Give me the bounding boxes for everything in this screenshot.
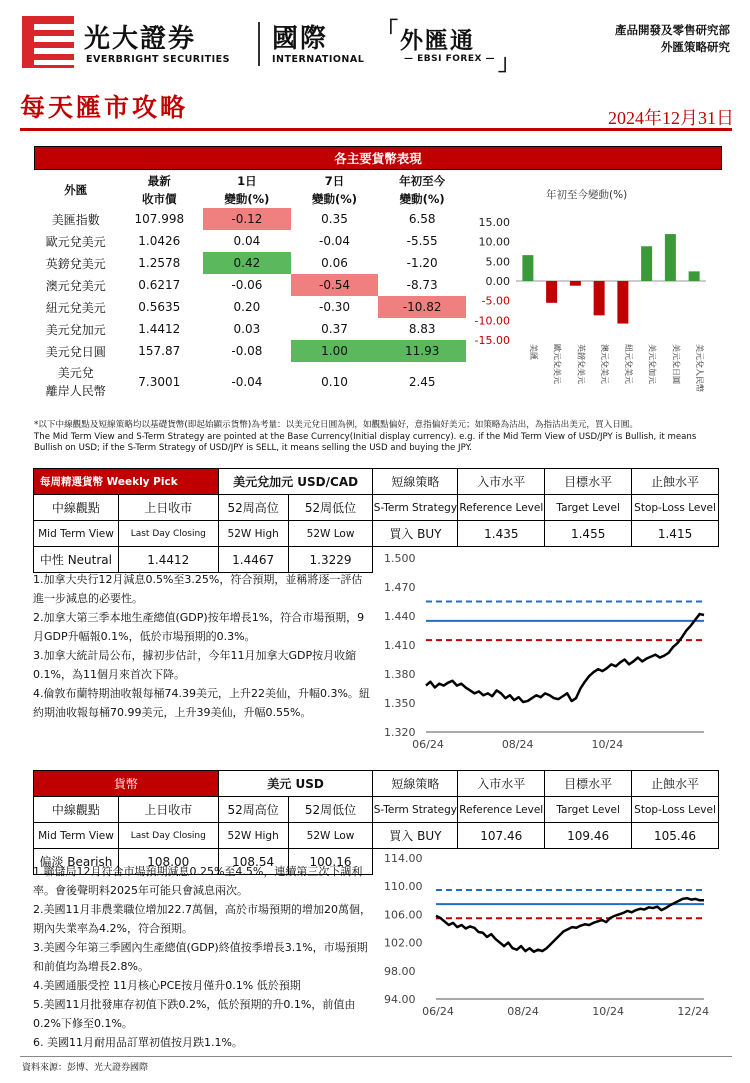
table-row [36, 208, 466, 230]
entry-level: 107.46 [458, 823, 545, 849]
brand-name-en: EVERBRIGHT SECURITIES [86, 54, 230, 65]
intl-cn: 國際 [272, 24, 329, 54]
x-tick-label: 紐元兌美元 [623, 344, 633, 384]
logo-mark [22, 16, 74, 68]
change-ytd: 8.83 [408, 322, 436, 336]
entry-header: 入市水平 [458, 771, 545, 797]
entry-en: Reference Level [458, 797, 545, 823]
target-en: Target Level [545, 797, 632, 823]
price-series-line [426, 614, 704, 702]
change-1d: 0.03 [233, 322, 261, 336]
y-tick-label: -5.00 [481, 294, 510, 308]
x-tick-label: 澳元兌美元 [600, 344, 610, 384]
change-7d: 0.10 [321, 375, 348, 389]
change-1d: 0.42 [203, 252, 291, 274]
change-ytd: 11.93 [378, 340, 466, 362]
change-1d: -0.08 [231, 344, 263, 358]
stop-header: 止蝕水平 [632, 771, 719, 797]
close-value: 0.6217 [138, 278, 181, 292]
last-close: 1.4412 [118, 547, 218, 573]
mid-term-view: 中性 Neutral [34, 547, 119, 573]
week52-low: 1.3229 [288, 547, 373, 573]
x-tick-label: 06/24 [412, 738, 444, 751]
dept-title [615, 22, 730, 56]
footnote-line-2: The Mid Term View and S-Term Strategy are pointed at the Base Currency(Initial display currency). e.g. if the Mid Term View of USD/JPY is Bullish, it means [34, 431, 697, 442]
table-row [36, 362, 466, 402]
col-header-7d-a: 7日 [324, 174, 345, 188]
change-ytd: -5.55 [406, 234, 438, 248]
stop-en: Stop-Loss Level [632, 797, 719, 823]
y-tick-label: 94.00 [384, 993, 416, 1006]
y-tick-label: 106.00 [384, 908, 423, 922]
view-header: 中線觀點 [34, 495, 119, 521]
pair-name: 美元兌日圓 [45, 344, 106, 359]
close-value: 1.2578 [138, 256, 181, 270]
change-ytd: -1.20 [406, 256, 438, 270]
x-tick-label: 08/24 [507, 1005, 539, 1018]
y-tick-label: 98.00 [384, 964, 416, 978]
mid-term-view: 偏淡 Bearish [34, 849, 119, 875]
x-tick-label: 歐元兌美元 [552, 344, 562, 384]
entry-en: Reference Level [458, 495, 545, 521]
change-1d: -0.04 [231, 375, 263, 389]
col-header-pair: 外匯 [64, 183, 88, 197]
low-en: 52W Low [288, 521, 373, 547]
close-value: 107.998 [134, 212, 185, 226]
bar [570, 281, 581, 286]
bar [665, 234, 676, 281]
change-ytd: -10.82 [378, 296, 466, 318]
note-item: 3.美國今年第三季國內生產總值(GDP)終值按季增長3.1%，市場預期和前值均為增長2.8%。 [33, 941, 368, 973]
x-tick-label: 08/24 [501, 738, 534, 751]
x-tick-label: 英鎊兌美元 [576, 344, 586, 384]
fx-name-cn: 外匯通 [400, 28, 475, 54]
col-header-close-a: 最新 [147, 174, 171, 188]
source-note: 資料來源：彭博、光大證券國際 [22, 1063, 149, 1073]
footnote-line-3: Bullish on USD; if the S-Term Strategy of USD/JPY is SELL, it means selling the USD and buying the JPY. [34, 443, 472, 453]
pick1-notes [33, 570, 373, 722]
change-ytd: 6.58 [408, 212, 436, 226]
change-1d: -0.12 [203, 208, 291, 230]
strategy-header: 短線策略 [373, 771, 458, 797]
low-header: 52周低位 [288, 797, 373, 823]
low-en: 52W Low [288, 823, 373, 849]
change-1d: -0.06 [231, 278, 263, 292]
close-value: 1.0426 [138, 234, 181, 248]
x-tick-label: 12/24 [677, 1005, 710, 1018]
note-item: 2.加拿大第三季本地生產總值(GDP)按年增長1%，符合市場預期，9月GDP升幅報0.1%，低於市場預期的0.3%。 [33, 611, 365, 643]
high-header: 52周高位 [218, 797, 288, 823]
y-tick-label: -15.00 [474, 334, 510, 347]
pair-name: 美匯指數 [51, 212, 100, 227]
pick-pair: 美元 USD [218, 771, 373, 797]
pair-name-line-1: 美元兌 [57, 366, 94, 380]
low-header: 52周低位 [288, 495, 373, 521]
view-en: Mid Term View [34, 521, 119, 547]
table-row [36, 252, 466, 274]
footnote-line-1: *以下中線觀點及短線策略均以基礎貨幣(即起始顯示貨幣)為考量：以美元兌日圓為例，如觀點偏好，意指偏好美元；如策略為沽出，為指沽出美元，買入日圓。 [34, 420, 638, 430]
change-7d: -0.54 [291, 274, 379, 296]
note-item: 5.美國11月批發庫存初值下跌0.2%，低於預期的升0.1%，前值由0.2%下修至0.1%。 [33, 998, 356, 1030]
bar [689, 271, 700, 281]
y-tick-label: 110.00 [384, 880, 423, 894]
stop-header: 止蝕水平 [632, 469, 719, 495]
stop-level: 1.415 [632, 521, 719, 547]
strategy-action: 買入 BUY [373, 823, 458, 849]
pair-name: 美元兌加元 [45, 322, 106, 337]
close-value: 7.3001 [138, 375, 181, 389]
usd-index-line-chart [378, 850, 723, 1030]
y-tick-label: 1.500 [384, 552, 416, 565]
bar [594, 281, 605, 315]
pair-name-line-2: 離岸人民幣 [45, 384, 106, 398]
entry-level: 1.435 [458, 521, 545, 547]
target-header: 目標水平 [545, 469, 632, 495]
pair-name [36, 362, 115, 402]
high-header: 52周高位 [218, 495, 288, 521]
strategy-en: S-Term Strategy [373, 495, 458, 521]
change-ytd: -8.73 [406, 278, 438, 292]
close-value: 0.5635 [138, 300, 181, 314]
currency-banner [34, 146, 722, 170]
usdcad-line-chart [378, 550, 723, 755]
stop-level: 105.46 [632, 823, 719, 849]
table-row [36, 274, 466, 296]
bar [522, 255, 533, 281]
x-tick-label: 美元兌人民幣 [695, 344, 705, 392]
y-tick-label: -10.00 [474, 314, 510, 328]
bar [546, 281, 557, 303]
pick-pair: 美元兌加元 USD/CAD [218, 469, 373, 495]
target-level: 109.46 [545, 823, 632, 849]
currency-label: 貨幣 [34, 771, 219, 797]
change-7d: 0.37 [321, 322, 348, 336]
y-tick-label: 1.350 [384, 697, 416, 710]
col-header-1d-b: 變動(%) [224, 192, 270, 206]
report-date: 2024年12月31日 [608, 108, 734, 128]
stop-en: Stop-Loss Level [632, 495, 719, 521]
change-1d: 0.04 [233, 234, 261, 248]
strategy-header: 短線策略 [373, 469, 458, 495]
view-en: Mid Term View [34, 823, 119, 849]
chart-title: 年初至今變動(%) [546, 189, 628, 201]
y-tick-label: 0.00 [485, 275, 510, 288]
brand-name-cn: 光大證券 [84, 24, 197, 54]
table-row [36, 296, 466, 318]
y-tick-label: 114.00 [384, 852, 423, 865]
col-header-close-b: 收市價 [142, 192, 177, 206]
note-item: 4.美國通脹受控 11月核心PCE按月僅升0.1% 低於預期 [33, 979, 301, 992]
week52-high: 1.4467 [218, 547, 288, 573]
close-value: 1.4412 [138, 322, 181, 336]
y-tick-label: 1.380 [384, 668, 416, 681]
bar [641, 246, 652, 281]
weekly-pick-label: 每周精選貨幣 Weekly Pick [34, 469, 219, 495]
week52-low: 100.16 [288, 849, 373, 875]
x-tick-label: 美元兌加元 [647, 344, 657, 384]
source-rule [20, 1056, 732, 1057]
entry-header: 入市水平 [458, 469, 545, 495]
target-en: Target Level [545, 495, 632, 521]
target-header: 目標水平 [545, 771, 632, 797]
change-7d: 1.00 [291, 340, 379, 362]
table-row [36, 340, 466, 362]
table-row [36, 230, 466, 252]
bar [617, 281, 628, 324]
x-tick-label: 10/24 [591, 738, 624, 751]
change-7d: -0.04 [319, 234, 351, 248]
bracket-left: 「 [376, 19, 399, 44]
note-item: 3.加拿大統計局公布，據初步估計，今年11月加拿大GDP按月收縮0.1%，為11個月來首次下降。 [33, 649, 357, 681]
note-item: 6. 美國11月耐用品訂單初值按月跌1.1%。 [33, 1036, 243, 1049]
y-tick-label: 15.00 [478, 216, 510, 229]
footnote [34, 420, 724, 455]
dept-line-1: 產品開發及零售研究部 [615, 23, 730, 37]
y-tick-label: 1.470 [384, 581, 416, 594]
dept-line-2: 外匯策略研究 [661, 40, 730, 54]
y-tick-label: 10.00 [478, 235, 510, 249]
note-item: 4.倫敦布蘭特期油收報每桶74.39美元，上升22美仙，升幅0.3%。紐約期油收報每桶70.99美元，上升39美仙，升幅0.55%。 [33, 687, 370, 719]
page-title: 每天匯市攻略 [20, 93, 189, 122]
pair-name: 澳元兌美元 [45, 278, 106, 293]
header-divider [258, 22, 260, 66]
week52-high: 108.54 [218, 849, 288, 875]
strategy-action: 買入 BUY [373, 521, 458, 547]
strategy-en: S-Term Strategy [373, 797, 458, 823]
note-item: 1.加拿大央行12月減息0.5%至3.25%，符合預期，並稱將逐一評估進一步減息的必要性。 [33, 573, 363, 605]
intl-en: INTERNATIONAL [272, 54, 365, 65]
ytd-bar-chart [470, 176, 720, 406]
y-tick-label: 1.440 [384, 610, 416, 623]
view-header: 中線觀點 [34, 797, 119, 823]
close-en: Last Day Closing [118, 521, 218, 547]
close-header: 上日收市 [118, 797, 218, 823]
x-tick-label: 06/24 [422, 1005, 454, 1018]
col-header-ytd-b: 變動(%) [399, 192, 445, 206]
change-7d: -0.30 [319, 300, 351, 314]
change-7d: 0.35 [321, 212, 348, 226]
note-item: 2.美國11月非農業職位增加22.7萬個，高於市場預期的增加20萬個，期內失業率為4.2%，符合預期。 [33, 903, 371, 935]
close-value: 157.87 [138, 344, 181, 358]
note-item: 1.聯儲局12月符合市場預期減息0.25%至4.5%，連續第三次下調利率。會後聲明料2025年可能只會減息兩次。 [33, 865, 363, 897]
price-series-line [436, 898, 704, 952]
y-tick-label: 102.00 [384, 936, 423, 950]
bracket-right: 」 [498, 51, 521, 76]
x-tick-label: 美匯 [528, 344, 538, 360]
change-7d: 0.06 [321, 256, 348, 270]
col-header-1d-a: 1日 [237, 174, 257, 188]
pick2-notes [33, 862, 373, 1052]
pair-name: 紐元兌美元 [45, 300, 106, 315]
fx-name-en: — EBSI FOREX — [404, 54, 496, 64]
pair-name: 歐元兌美元 [45, 234, 106, 249]
col-header-ytd-a: 年初至今 [399, 174, 446, 188]
change-1d: 0.20 [233, 300, 261, 314]
currency-table [36, 172, 466, 402]
y-tick-label: 1.410 [384, 639, 416, 652]
table-row [36, 318, 466, 340]
x-tick-label: 10/24 [592, 1005, 625, 1018]
col-header-7d-b: 變動(%) [312, 192, 358, 206]
pair-name: 英鎊兌美元 [45, 256, 106, 271]
change-ytd: 2.45 [408, 375, 436, 389]
y-tick-label: 1.320 [384, 726, 416, 739]
close-header: 上日收市 [118, 495, 218, 521]
high-en: 52W High [218, 823, 288, 849]
x-tick-label: 美元兌日圓 [671, 344, 681, 384]
close-en: Last Day Closing [118, 823, 218, 849]
title-rule [20, 128, 732, 131]
high-en: 52W High [218, 521, 288, 547]
last-close: 108.00 [118, 849, 218, 875]
target-level: 1.455 [545, 521, 632, 547]
currency-banner-text: 各主要貨幣表現 [334, 151, 422, 166]
y-tick-label: 5.00 [485, 255, 510, 269]
